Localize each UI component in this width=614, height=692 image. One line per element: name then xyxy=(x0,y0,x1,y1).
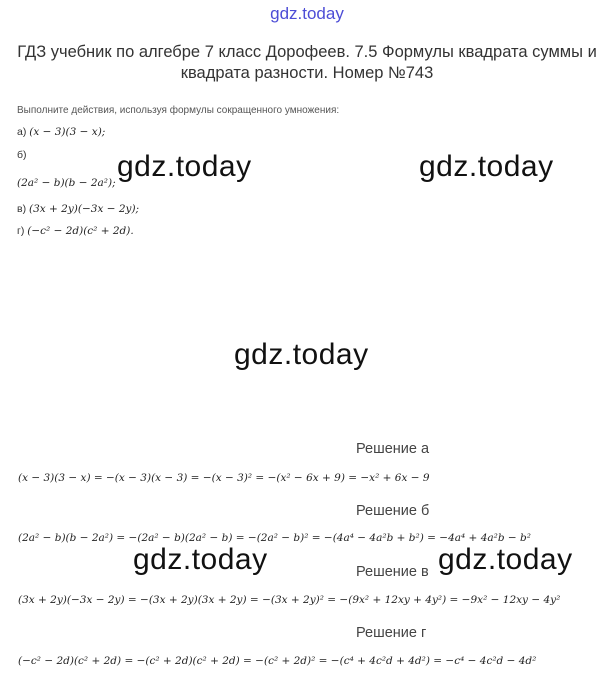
solution-heading-a: Решение а xyxy=(356,441,430,457)
watermark: gdz.today xyxy=(419,150,554,183)
solution-expr-v: (3x + 2y)(−3x − 2y) = −(3x + 2y)(3x + 2y) = −(3x + 2y)² = −(9x² + 12xy + 4y²) = −9x² − 12xy − 4y² xyxy=(18,594,561,606)
task-item-expr: (2a² − b)(b − 2a²); xyxy=(17,177,116,189)
site-logo[interactable]: gdz.today xyxy=(270,4,344,23)
solution-expr-g: (−c² − 2d)(c² + 2d) = −(c² + 2d)(c² + 2d) = −(c² + 2d)² = −(c⁴ + 4c²d + 4d²) = −c⁴ − 4c²d − 4d² xyxy=(18,655,537,667)
solution-heading-b: Решение б xyxy=(356,503,430,519)
solution-heading-g: Решение г xyxy=(356,625,427,641)
watermark: gdz.today xyxy=(133,543,268,576)
task-item-b-expr xyxy=(17,177,116,189)
solution-expr-b: (2a² − b)(b − 2a²) = −(2a² − b)(2a² − b) = −(2a² − b)² = −(4a⁴ − 4a²b + b²) = −4a⁴ + 4a²b − b² xyxy=(18,532,531,544)
solution-heading-v: Решение в xyxy=(356,564,429,580)
task-item-label: а) xyxy=(17,126,27,138)
task-item-a xyxy=(17,126,105,138)
watermark: gdz.today xyxy=(117,150,252,183)
task-item-label: б) xyxy=(17,149,27,161)
task-item-g xyxy=(17,225,134,237)
task-item-expr: (−c² − 2d)(c² + 2d). xyxy=(27,225,134,237)
task-item-expr: (3x + 2y)(−3x − 2y); xyxy=(29,203,140,215)
task-item-expr: (x − 3)(3 − x); xyxy=(29,126,106,138)
task-item-label: г) xyxy=(17,225,25,237)
watermark: gdz.today xyxy=(234,338,369,371)
task-intro: Выполните действия, используя формулы сокращенного умножения: xyxy=(17,105,340,116)
page-title: ГДЗ учебник по алгебре 7 класс Дорофеев. 7.5 Формулы квадрата суммы и квадрата разности. Номер №743 xyxy=(17,43,597,82)
task-item-b xyxy=(17,149,27,161)
task-item-v xyxy=(17,203,139,215)
solution-expr-a: (x − 3)(3 − x) = −(x − 3)(x − 3) = −(x − 3)² = −(x² − 6x + 9) = −x² + 6x − 9 xyxy=(18,472,430,484)
watermark: gdz.today xyxy=(438,543,573,576)
task-item-label: в) xyxy=(17,203,27,215)
